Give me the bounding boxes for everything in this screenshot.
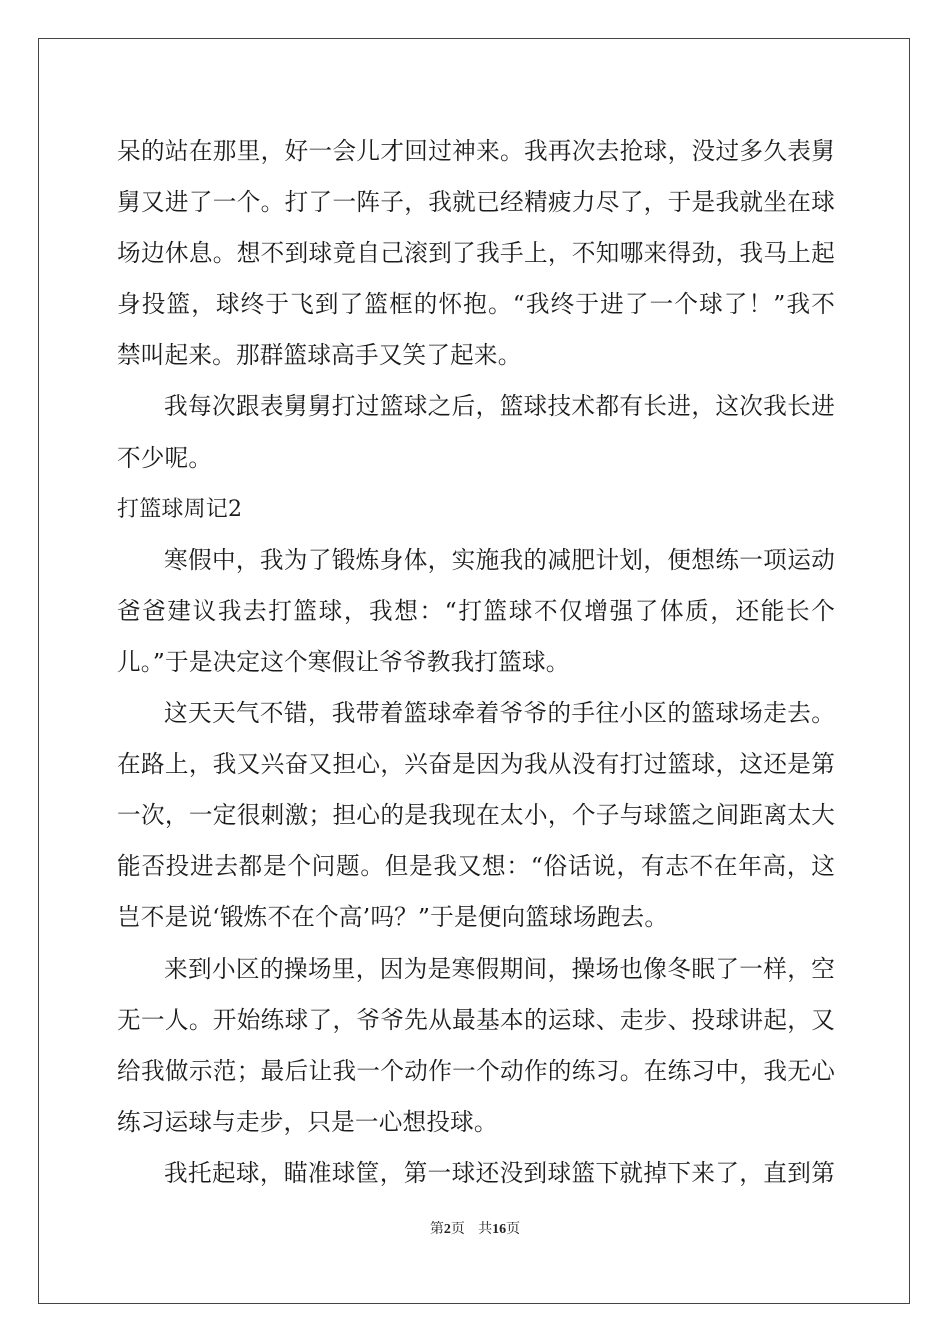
text-line: 我托起球，瞄准球筐，第一球还没到球篮下就掉下来了，直到第 — [164, 1158, 835, 1187]
text-line: 来到小区的操场里，因为是寒假期间，操场也像冬眠了一样，空 — [164, 954, 835, 983]
page-footer — [0, 1218, 950, 1238]
text-line: 寒假中，我为了锻炼身体，实施我的减肥计划，便想练一项运动 — [164, 545, 835, 574]
text-line: 练习运球与走步，只是一心想投球。 — [117, 1107, 498, 1136]
footer-page-number: 2 — [443, 1222, 451, 1237]
text-line: 呆的站在那里，好一会儿才回过神来。我再次去抢球，没过多久表舅 — [117, 137, 835, 165]
text-line: 岂不是说‘锻炼不在个高’吗？”于是便向篮球场跑去。 — [117, 903, 669, 932]
text-line: 不少呢。 — [117, 443, 213, 472]
text-line: 一次，一定很刺激；担心的是我现在太小，个子与球篮之间距离太大 — [117, 801, 835, 830]
text-line: 儿。”于是决定这个寒假让爷爷教我打篮球。 — [117, 647, 570, 676]
footer-total-prefix: 共 — [478, 1221, 493, 1237]
text-line: 场边休息。想不到球竟自己滚到了我手上，不知哪来得劲，我马上起 — [117, 239, 835, 268]
section-heading: 打篮球周记2 — [117, 496, 243, 522]
footer-prefix: 第 — [429, 1221, 444, 1237]
text-line: 身投篮，球终于飞到了篮框的怀抱。“我终于进了一个球了！”我不 — [117, 290, 835, 319]
text-line: 爸爸建议我去打篮球，我想：“打篮球不仅增强了体质，还能长个 — [117, 596, 835, 625]
text-line: 舅又进了一个。打了一阵子，我就已经精疲力尽了，于是我就坐在球 — [117, 188, 835, 217]
text-line: 这天天气不错，我带着篮球牵着爷爷的手往小区的篮球场走去。 — [164, 699, 835, 728]
document-body — [117, 126, 835, 1199]
footer-total-pages: 16 — [492, 1222, 507, 1237]
text-line: 禁叫起来。那群篮球高手又笑了起来。 — [117, 341, 522, 370]
footer-page-suffix: 页 — [450, 1221, 465, 1237]
text-line: 无一人。开始练球了，爷爷先从最基本的运球、走步、投球讲起，又 — [117, 1005, 835, 1034]
text-line: 我每次跟表舅舅打过篮球之后，篮球技术都有长进，这次我长进 — [164, 392, 835, 421]
footer-total-suffix: 页 — [506, 1221, 521, 1237]
text-line: 在路上，我又兴奋又担心，兴奋是因为我从没有打过篮球，这还是第 — [117, 750, 835, 779]
text-line: 给我做示范；最后让我一个动作一个动作的练习。在练习中，我无心 — [117, 1056, 835, 1085]
text-line: 能否投进去都是个问题。但是我又想：“俗话说，有志不在年高，这 — [117, 852, 835, 881]
